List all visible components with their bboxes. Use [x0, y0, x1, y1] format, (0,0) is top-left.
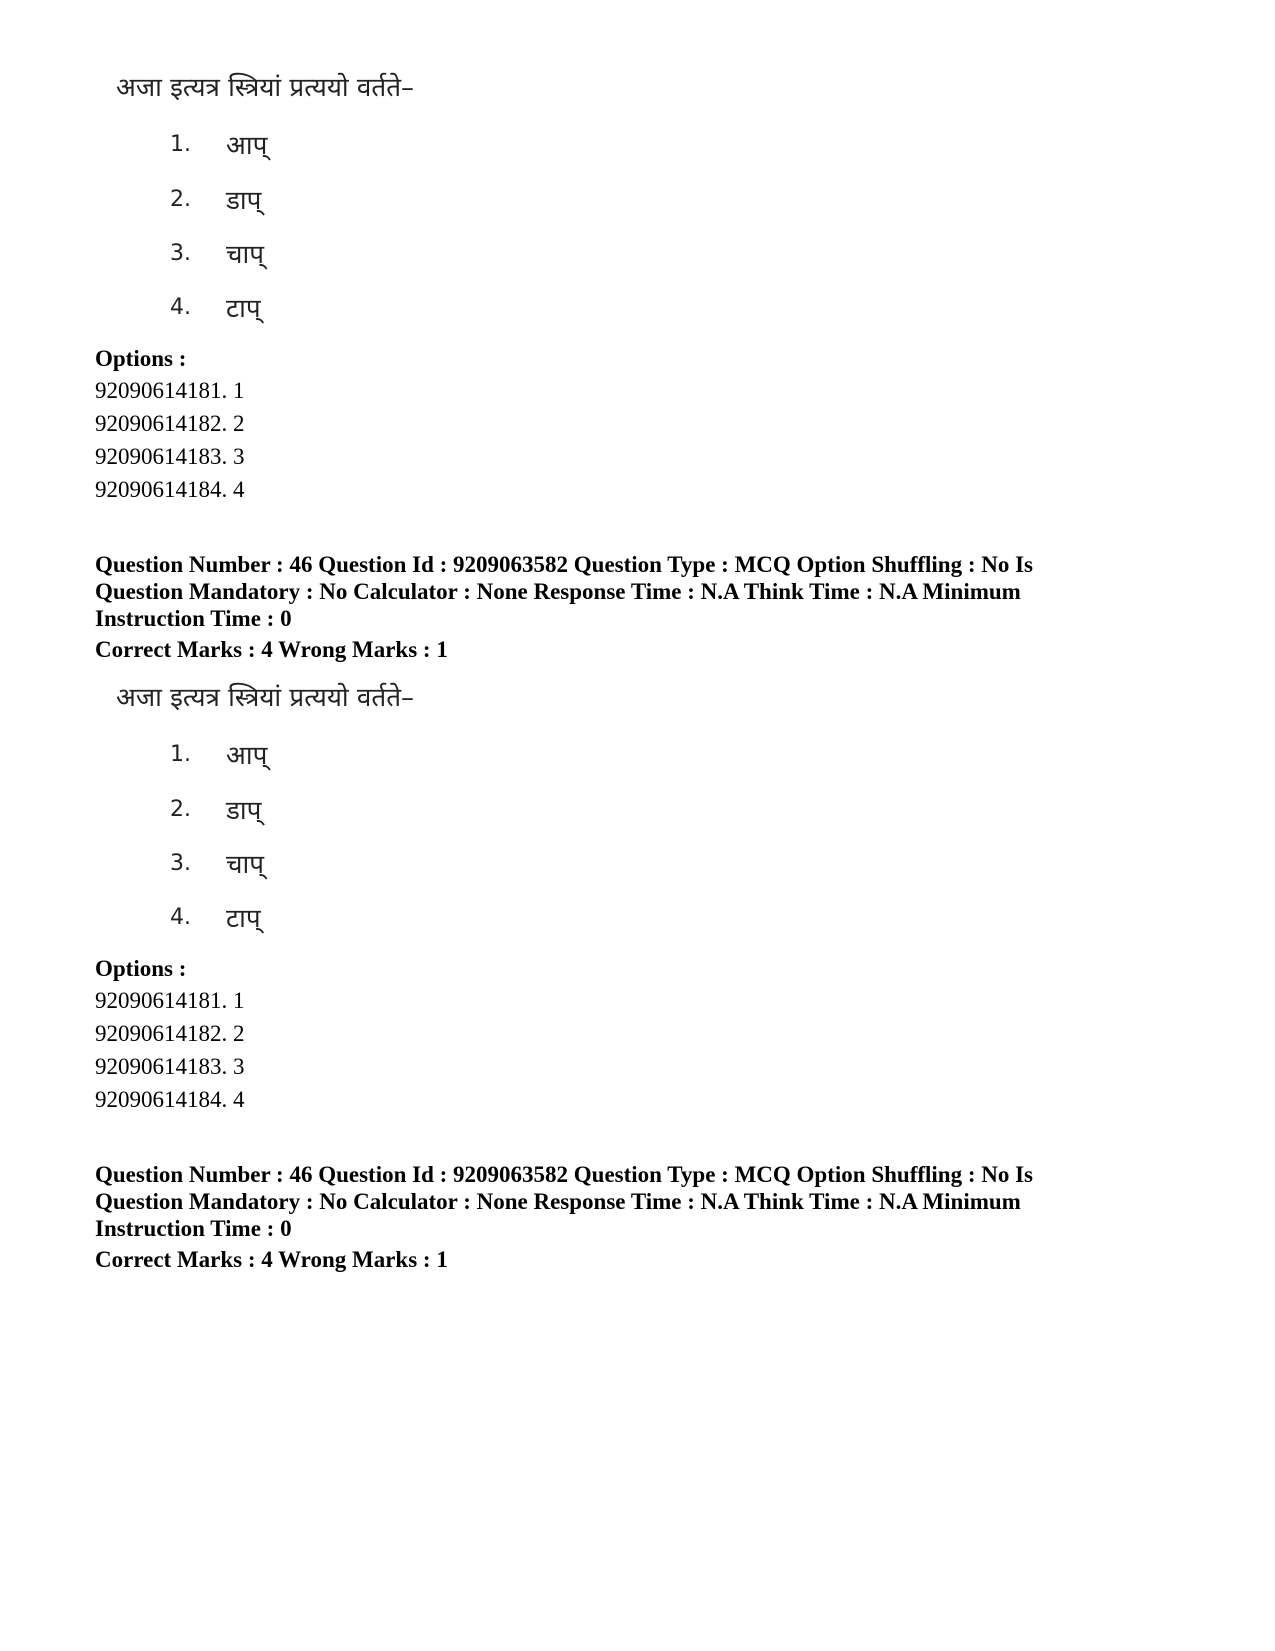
choice-text: चाप् [226, 850, 265, 880]
option-line: 92090614181. 1 [95, 378, 245, 403]
option-line: 92090614184. 4 [95, 1087, 245, 1112]
option-line: 92090614183. 3 [95, 444, 245, 469]
option-line: 92090614184. 4 [95, 477, 245, 502]
choice-number: 3. [170, 851, 191, 876]
option-line: 92090614182. 2 [95, 1021, 245, 1046]
choice-text: डाप् [226, 186, 262, 216]
question-image [110, 68, 710, 328]
options-heading: Options : [95, 956, 187, 981]
choice-text: डाप् [226, 796, 262, 826]
question-meta: Question Number : 46 Question Id : 9209063582 Question Type : MCQ Option Shuffling : No Is Question Mandatory : No Calculator : None Response Time : N.A Think Time : N.A Minimum Instruction Time : 0 [95, 552, 1034, 631]
marks-line: Correct Marks : 4 Wrong Marks : 1 [95, 1247, 448, 1272]
option-line: 92090614182. 2 [95, 411, 245, 436]
options-heading: Options : [95, 346, 187, 371]
choice-number: 1. [170, 132, 191, 157]
choice-number: 2. [170, 187, 191, 212]
choice-number: 4. [170, 905, 191, 930]
question-stem: अजा इत्यत्र स्त्रियां प्रत्ययो वर्तते– [116, 73, 415, 103]
choice-text: आप् [226, 131, 268, 161]
question-meta: Question Number : 46 Question Id : 9209063582 Question Type : MCQ Option Shuffling : No Is Question Mandatory : No Calculator : None Response Time : N.A Think Time : N.A Minimum Instruction Time : 0 [95, 1162, 1034, 1241]
question-stem: अजा इत्यत्र स्त्रियां प्रत्ययो वर्तते– [116, 683, 415, 713]
choice-number: 3. [170, 241, 191, 266]
choice-text: आप् [226, 741, 268, 771]
option-line: 92090614183. 3 [95, 1054, 245, 1079]
choice-text: चाप् [226, 240, 265, 270]
question-image [110, 678, 710, 938]
choice-number: 4. [170, 295, 191, 320]
choice-number: 1. [170, 742, 191, 767]
option-line: 92090614181. 1 [95, 988, 245, 1013]
choice-text: टाप् [226, 294, 261, 324]
marks-line: Correct Marks : 4 Wrong Marks : 1 [95, 637, 448, 662]
choice-text: टाप् [226, 904, 261, 934]
choice-number: 2. [170, 797, 191, 822]
